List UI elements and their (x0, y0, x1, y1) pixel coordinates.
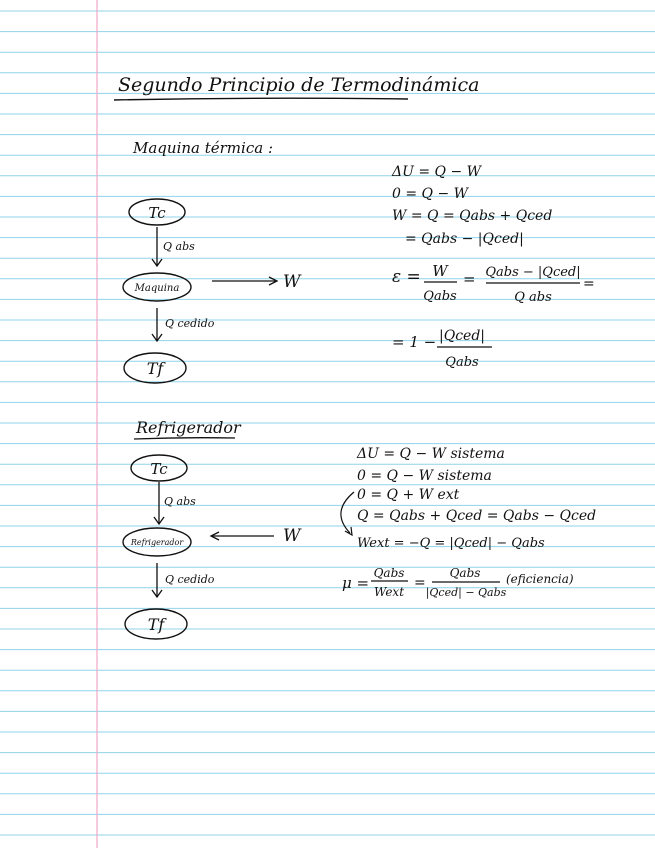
fridge-eq-4: Q = Qabs + Qced = Qabs − Qced (357, 508, 597, 524)
cop-num-1: Qabs (373, 566, 405, 580)
fridge-qced-label: Q cedido (165, 573, 215, 586)
engine-machine-label: Maquina (134, 283, 180, 294)
efficiency-tail: = (583, 276, 595, 292)
efficiency2-num: |Qced| (439, 328, 485, 344)
engine-eq-2: 0 = Q − W (392, 186, 469, 202)
cop-lhs: μ = (342, 574, 370, 592)
efficiency2-lhs: = 1 − (392, 333, 437, 351)
fridge-cold-label: Tf (147, 615, 165, 634)
ruled-lines (0, 11, 655, 835)
cop-den-2: |Qced| − Qabs (425, 586, 507, 599)
efficiency-num-2: Qabs − |Qced| (485, 265, 581, 280)
engine-eq-1: ΔU = Q − W (392, 164, 482, 180)
efficiency-num-1: W (432, 262, 448, 280)
efficiency-den-2: Q abs (514, 290, 552, 305)
efficiency-den-1: Qabs (423, 289, 457, 304)
engine-heading: Maquina térmica : (133, 139, 273, 157)
engine-qced-label: Q cedido (165, 317, 215, 330)
efficiency-lhs: ε = (392, 267, 421, 287)
fridge-eq-2: 0 = Q − W sistema (357, 468, 492, 484)
page-title: Segundo Principio de Termodinámica (118, 74, 480, 96)
engine-hot-label: Tc (148, 204, 166, 222)
fridge-curved-arrow (341, 492, 354, 533)
engine-qabs-label: Q abs (163, 240, 195, 253)
fridge-qabs-label: Q abs (164, 495, 196, 508)
fridge-hot-label: Tc (150, 460, 168, 478)
fridge-eq-1: ΔU = Q − W sistema (357, 446, 505, 462)
cop-den-1: Wext (373, 585, 405, 599)
fridge-heading: Refrigerador (136, 418, 241, 437)
efficiency-eq: = (463, 270, 476, 288)
cop-num-2: Qabs (449, 566, 481, 580)
fridge-heading-underline (134, 438, 235, 439)
engine-cold-label: Tf (146, 359, 164, 378)
engine-eq-3: W = Q = Qabs + Qced (392, 208, 553, 224)
fridge-work-label: W (283, 526, 301, 546)
engine-eq-4: = Qabs − |Qced| (405, 231, 524, 247)
cop-eq: = (414, 575, 426, 591)
fridge-eq-5: Wext = −Q = |Qced| − Qabs (357, 536, 545, 551)
engine-work-label: W (283, 272, 301, 292)
efficiency2-den: Qabs (445, 355, 479, 370)
fridge-eq-3: 0 = Q + W ext (357, 487, 460, 503)
fridge-machine-label: Refrigerador (130, 538, 184, 547)
title-underline (114, 98, 408, 100)
cop-note: (eficiencia) (506, 572, 574, 586)
